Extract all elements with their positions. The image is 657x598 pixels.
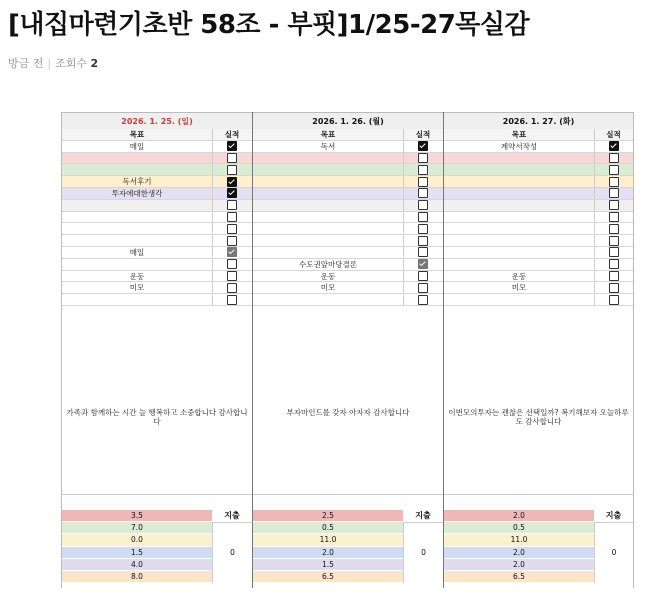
budget-cell: 11.0 — [444, 534, 594, 546]
goal-row — [253, 164, 443, 176]
unchecked-checkbox — [227, 271, 237, 281]
unchecked-checkbox — [418, 283, 428, 293]
result-cell — [212, 141, 252, 152]
goal-cell: 독서후기 — [62, 176, 213, 187]
goal-row — [253, 223, 443, 235]
goal-cell: 투자에대한생각 — [62, 188, 213, 199]
goal-cell: 운동 — [253, 271, 404, 282]
result-cell — [594, 188, 633, 199]
goal-row — [444, 247, 633, 259]
budget-cell: 3.5 — [62, 510, 212, 522]
goal-cell — [62, 164, 213, 175]
result-cell — [403, 141, 443, 152]
goal-cell — [253, 223, 404, 234]
unchecked-checkbox — [418, 271, 428, 281]
unchecked-checkbox — [227, 236, 237, 246]
goal-row — [444, 200, 633, 212]
result-cell — [403, 259, 443, 270]
goal-cell — [444, 188, 595, 199]
unchecked-checkbox — [609, 247, 619, 257]
unchecked-checkbox — [227, 212, 237, 222]
unchecked-checkbox — [227, 153, 237, 163]
result-cell — [403, 294, 443, 305]
goal-row — [62, 235, 252, 247]
budget-cell: 2.0 — [444, 510, 594, 522]
goal-cell — [62, 294, 213, 305]
goal-row — [444, 153, 633, 165]
result-cell — [403, 223, 443, 234]
blank-row — [253, 494, 443, 511]
goal-row — [444, 141, 633, 153]
day-date: 2026. 1. 25. (일) — [62, 112, 252, 131]
budget-cell: 7.0 — [62, 522, 212, 534]
result-cell — [212, 282, 252, 293]
result-cell — [594, 176, 633, 187]
goal-cell — [253, 164, 404, 175]
goal-cell: 운동 — [444, 271, 595, 282]
goal-cell — [444, 294, 595, 305]
unchecked-checkbox — [227, 295, 237, 305]
result-cell — [212, 176, 252, 187]
goal-header: 목표 — [444, 129, 595, 140]
goal-row — [62, 271, 252, 283]
result-cell — [594, 235, 633, 246]
goal-row — [253, 153, 443, 165]
unchecked-checkbox — [609, 283, 619, 293]
goal-row — [62, 164, 252, 176]
unchecked-checkbox — [418, 212, 428, 222]
unchecked-checkbox — [418, 224, 428, 234]
goal-row — [253, 235, 443, 247]
goal-row — [62, 200, 252, 212]
goal-row — [62, 294, 252, 306]
post-title: [내집마련기초반 58조 - 부핏]1/25-27목실감 — [8, 10, 530, 40]
goal-cell — [253, 235, 404, 246]
unchecked-checkbox — [227, 200, 237, 210]
unchecked-checkbox — [418, 165, 428, 175]
day-date: 2026. 1. 26. (월) — [253, 112, 443, 131]
result-cell — [594, 247, 633, 258]
goal-cell — [444, 247, 595, 258]
goal-cell: 미모 — [444, 282, 595, 293]
goal-cell: 미모 — [253, 282, 404, 293]
result-cell — [403, 212, 443, 223]
result-cell — [594, 259, 633, 270]
memo-text: 가족과 함께하는 시간 늘 행복하고 소중합니다 감사합니다 — [66, 408, 248, 426]
unchecked-checkbox — [227, 165, 237, 175]
result-cell — [594, 141, 633, 152]
goal-cell — [253, 200, 404, 211]
goal-cell — [253, 176, 404, 187]
day-column — [444, 112, 633, 588]
goal-row — [253, 247, 443, 259]
blank-row — [444, 494, 633, 511]
goal-cell — [444, 176, 595, 187]
unchecked-checkbox — [227, 283, 237, 293]
budget-cell: 1.5 — [253, 559, 403, 571]
unchecked-checkbox — [418, 188, 428, 198]
goal-row — [62, 223, 252, 235]
result-cell — [403, 235, 443, 246]
budget-cell: 6.5 — [253, 571, 403, 583]
unchecked-checkbox — [609, 212, 619, 222]
expense-value: 0 — [594, 522, 633, 583]
result-cell — [594, 223, 633, 234]
result-header: 실적 — [224, 130, 240, 139]
goal-cell — [253, 153, 404, 164]
result-cell — [212, 212, 252, 223]
goal-row — [253, 282, 443, 294]
goal-cell: 운동 — [62, 271, 213, 282]
expense-header: 지출 — [594, 510, 633, 523]
goal-row — [444, 294, 633, 306]
expense-header: 지출 — [212, 510, 252, 523]
unchecked-checkbox — [609, 259, 619, 269]
goal-row — [253, 188, 443, 200]
post-time: 방금 전 — [8, 57, 44, 70]
goal-row — [444, 164, 633, 176]
goal-row — [62, 188, 252, 200]
day-column — [62, 112, 253, 588]
views-label: 조회수 — [55, 57, 87, 70]
goal-row — [62, 153, 252, 165]
budget-cell: 2.0 — [253, 547, 403, 559]
goal-row — [444, 235, 633, 247]
budget-cell: 2.5 — [253, 510, 403, 522]
result-cell — [212, 271, 252, 282]
result-cell — [403, 153, 443, 164]
checked-checkbox — [227, 247, 237, 257]
result-cell — [403, 282, 443, 293]
result-cell — [403, 176, 443, 187]
unchecked-checkbox — [609, 165, 619, 175]
unchecked-checkbox — [418, 295, 428, 305]
memo-cell — [444, 374, 633, 495]
unchecked-checkbox — [609, 224, 619, 234]
goal-cell: 수도권앞마당결론 — [253, 259, 404, 270]
result-cell — [212, 164, 252, 175]
goal-cell: 독서 — [253, 141, 404, 152]
memo-cell — [62, 374, 252, 495]
goal-row — [444, 188, 633, 200]
unchecked-checkbox — [609, 153, 619, 163]
result-cell — [594, 294, 633, 305]
goal-cell — [253, 294, 404, 305]
column-header-row — [444, 129, 633, 141]
goal-header: 목표 — [62, 129, 213, 140]
goal-row — [444, 259, 633, 271]
memo-cell — [253, 374, 443, 495]
result-cell — [212, 223, 252, 234]
result-cell — [403, 164, 443, 175]
unchecked-checkbox — [418, 236, 428, 246]
day-date: 2026. 1. 27. (화) — [444, 112, 633, 131]
goal-row — [253, 176, 443, 188]
checked-checkbox — [418, 259, 428, 269]
goal-cell — [62, 212, 213, 223]
budget-cell: 0.5 — [253, 522, 403, 534]
expense-value: 0 — [403, 522, 443, 583]
goal-row — [62, 141, 252, 153]
goal-row — [444, 176, 633, 188]
expense-value: 0 — [212, 522, 252, 583]
result-cell — [212, 153, 252, 164]
goal-row — [444, 282, 633, 294]
post-meta: 방금 전 | 조회수 2 — [8, 57, 99, 70]
goal-cell — [444, 212, 595, 223]
budget-cell: 8.0 — [62, 571, 212, 583]
unchecked-checkbox — [227, 259, 237, 269]
result-cell — [594, 200, 633, 211]
goal-cell — [62, 235, 213, 246]
unchecked-checkbox — [609, 177, 619, 187]
column-header-row — [253, 129, 443, 141]
unchecked-checkbox — [609, 295, 619, 305]
memo-text: 이번모의투자는 괜찮은 선택일까? 복기해보자 오늘하루도 감사합니다 — [448, 408, 629, 426]
column-header-row — [62, 129, 252, 141]
unchecked-checkbox — [418, 247, 428, 257]
result-cell — [212, 200, 252, 211]
views-count: 2 — [90, 57, 99, 70]
goal-row — [62, 282, 252, 294]
result-header: 실적 — [415, 130, 431, 139]
goal-cell — [62, 200, 213, 211]
day-column — [253, 112, 444, 588]
goal-row — [253, 271, 443, 283]
goal-row — [444, 271, 633, 283]
budget-cell: 6.5 — [444, 571, 594, 583]
goal-row — [62, 259, 252, 271]
blank-row — [62, 494, 252, 511]
goal-row — [62, 176, 252, 188]
result-cell — [403, 200, 443, 211]
spreadsheet-image — [61, 112, 634, 588]
result-cell — [403, 271, 443, 282]
checked-checkbox — [418, 141, 428, 151]
goal-cell — [253, 188, 404, 199]
memo-text: 부자마인드를 갖자 아자자 감사합니다 — [286, 408, 410, 417]
result-cell — [403, 247, 443, 258]
result-cell — [594, 282, 633, 293]
goal-cell: 미모 — [62, 282, 213, 293]
budget-cell: 2.0 — [444, 547, 594, 559]
checked-checkbox — [227, 141, 237, 151]
goal-cell: 매일 — [62, 141, 213, 152]
budget-cell: 1.5 — [62, 547, 212, 559]
checked-checkbox — [227, 177, 237, 187]
result-cell — [212, 188, 252, 199]
budget-cell: 11.0 — [253, 534, 403, 546]
goal-cell — [444, 223, 595, 234]
goal-header: 목표 — [253, 129, 404, 140]
unchecked-checkbox — [418, 153, 428, 163]
budget-cell: 4.0 — [62, 559, 212, 571]
result-cell — [212, 294, 252, 305]
goal-cell — [444, 235, 595, 246]
goal-row — [62, 212, 252, 224]
unchecked-checkbox — [418, 177, 428, 187]
goal-row — [444, 212, 633, 224]
checked-checkbox — [227, 188, 237, 198]
goal-cell — [444, 200, 595, 211]
result-cell — [403, 188, 443, 199]
result-cell — [594, 164, 633, 175]
goal-row — [253, 200, 443, 212]
expense-header: 지출 — [403, 510, 443, 523]
budget-cell: 0.0 — [62, 534, 212, 546]
goal-row — [444, 223, 633, 235]
result-cell — [212, 259, 252, 270]
goal-cell: 매일 — [62, 247, 213, 258]
goal-row — [253, 212, 443, 224]
unchecked-checkbox — [418, 200, 428, 210]
goal-cell — [253, 212, 404, 223]
budget-cell: 2.0 — [444, 559, 594, 571]
goal-cell — [62, 223, 213, 234]
unchecked-checkbox — [227, 224, 237, 234]
goal-cell — [444, 164, 595, 175]
result-cell — [594, 212, 633, 223]
goal-row — [253, 294, 443, 306]
result-cell — [212, 247, 252, 258]
result-cell — [594, 271, 633, 282]
budget-cell: 0.5 — [444, 522, 594, 534]
goal-cell — [444, 153, 595, 164]
result-cell — [212, 235, 252, 246]
unchecked-checkbox — [609, 271, 619, 281]
goal-cell — [444, 259, 595, 270]
goal-cell — [253, 247, 404, 258]
goal-row — [253, 141, 443, 153]
unchecked-checkbox — [609, 188, 619, 198]
checked-checkbox — [609, 141, 619, 151]
goal-cell: 계약서작성 — [444, 141, 595, 152]
unchecked-checkbox — [609, 200, 619, 210]
goal-cell — [62, 153, 213, 164]
goal-cell — [62, 259, 213, 270]
result-header: 실적 — [606, 130, 621, 139]
result-cell — [594, 153, 633, 164]
goal-row — [253, 259, 443, 271]
unchecked-checkbox — [609, 236, 619, 246]
goal-row — [62, 247, 252, 259]
